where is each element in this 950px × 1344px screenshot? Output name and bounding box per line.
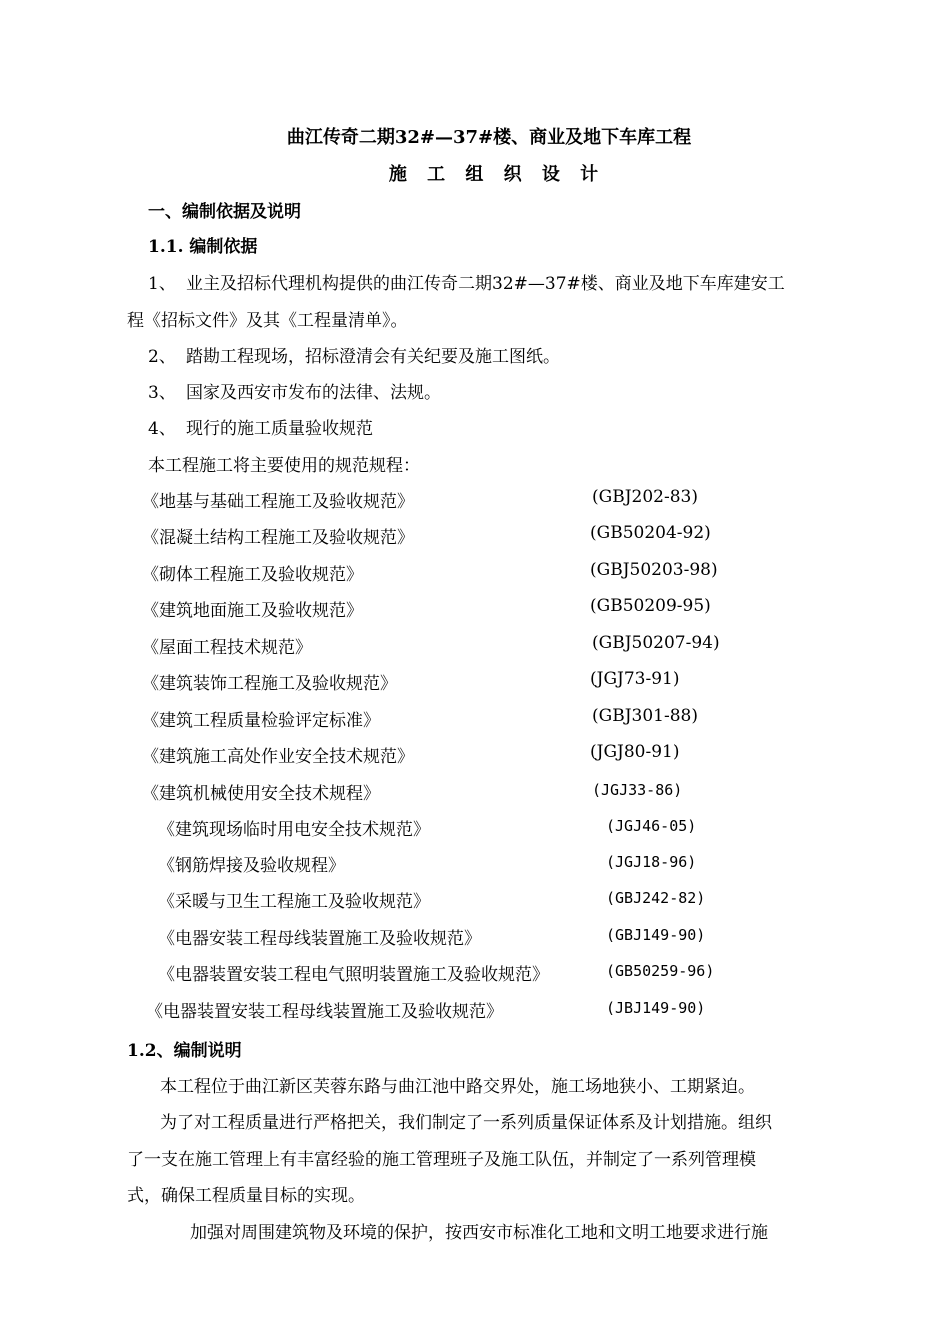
standard-code: (GBJ149-90) [606,926,706,944]
document-title: 曲江传奇二期32#—37#楼、商业及地下车库工程 [286,127,692,148]
standard-name: 《建筑工程质量检验评定标准》 [142,711,380,731]
basis-item-number: 1、 [148,274,176,294]
standard-name: 《采暖与卫生工程施工及验收规范》 [158,892,430,912]
basis-item-text: 业主及招标代理机构提供的曲江传奇二期32#—37#楼、商业及地下车库建安工 [186,274,785,294]
subsection-heading-basis: 1.1. 编制依据 [148,237,258,257]
basis-item-text: 国家及西安市发布的法律、法规。 [186,383,441,403]
standard-name: 《建筑地面施工及验收规范》 [142,601,363,621]
paragraph-quality-line1: 为了对工程质量进行严格把关，我们制定了一系列质量保证体系及计划措施。组织 [160,1113,772,1133]
standard-code: (JGJ46-05) [606,817,697,835]
standard-name: 《砌体工程施工及验收规范》 [142,565,363,585]
basis-item-text: 现行的施工质量验收规范 [186,419,373,439]
standard-name: 《钢筋焊接及验收规程》 [158,856,345,876]
standard-name: 《建筑装饰工程施工及验收规范》 [142,674,397,694]
standard-name: 《混凝土结构工程施工及验收规范》 [142,528,414,548]
paragraph-quality-line2: 了一支在施工管理上有丰富经验的施工管理班子及施工队伍，并制定了一系列管理模 [127,1150,756,1170]
standard-name: 《建筑现场临时用电安全技术规范》 [158,820,430,840]
standard-code: (JGJ73-91) [590,669,680,689]
standard-name: 《电器安装工程母线装置施工及验收规范》 [158,929,481,949]
standard-code: (GB50259-96) [606,962,715,980]
standard-code: (GBJ301-88) [592,706,698,726]
standard-name: 《电器装置安装工程电气照明装置施工及验收规范》 [158,965,549,985]
standard-code: (GBJ242-82) [606,889,706,907]
standard-code: (GBJ50207-94) [592,633,720,653]
standard-name: 《地基与基础工程施工及验收规范》 [142,492,414,512]
standard-code: (GBJ202-83) [592,487,698,507]
basis-item-3 [148,378,441,403]
standard-name: 《建筑机械使用安全技术规程》 [142,784,380,804]
standard-code: (JGJ33-86) [592,781,683,799]
standard-code: (GB50209-95) [590,596,711,616]
section-heading: 一、编制依据及说明 [148,202,301,222]
basis-item-1 [148,269,785,294]
standards-intro: 本工程施工将主要使用的规范规程： [148,456,420,476]
standard-code: (JBJ149-90) [606,999,706,1017]
basis-item-number: 3、 [148,383,176,403]
standard-code: (GBJ50203-98) [590,560,718,580]
basis-item-number: 4、 [148,419,176,439]
basis-item-4 [148,414,373,439]
standard-name: 《屋面工程技术规范》 [142,638,312,658]
standard-name: 《电器装置安装工程母线装置施工及验收规范》 [146,1002,503,1022]
subsection-heading-explanation: 1.2、编制说明 [127,1041,242,1061]
paragraph-location: 本工程位于曲江新区芙蓉东路与曲江池中路交界处，施工场地狭小、工期紧迫。 [160,1077,755,1097]
basis-item-2 [148,342,560,367]
standard-code: (JGJ18-96) [606,853,697,871]
basis-item-text: 踏勘工程现场，招标澄清会有关纪要及施工图纸。 [186,347,560,367]
paragraph-protection: 加强对周围建筑物及环境的保护，按西安市标准化工地和文明工地要求进行施 [190,1223,768,1243]
standard-name: 《建筑施工高处作业安全技术规范》 [142,747,414,767]
standard-code: (JGJ80-91) [590,742,680,762]
document-subtitle: 施 工 组 织 设 计 [388,164,606,185]
basis-item-number: 2、 [148,347,176,367]
paragraph-quality-line3: 式，确保工程质量目标的实现。 [127,1186,365,1206]
standard-code: (GB50204-92) [590,523,711,543]
basis-item-1-continued: 程《招标文件》及其《工程量清单》。 [127,311,408,331]
